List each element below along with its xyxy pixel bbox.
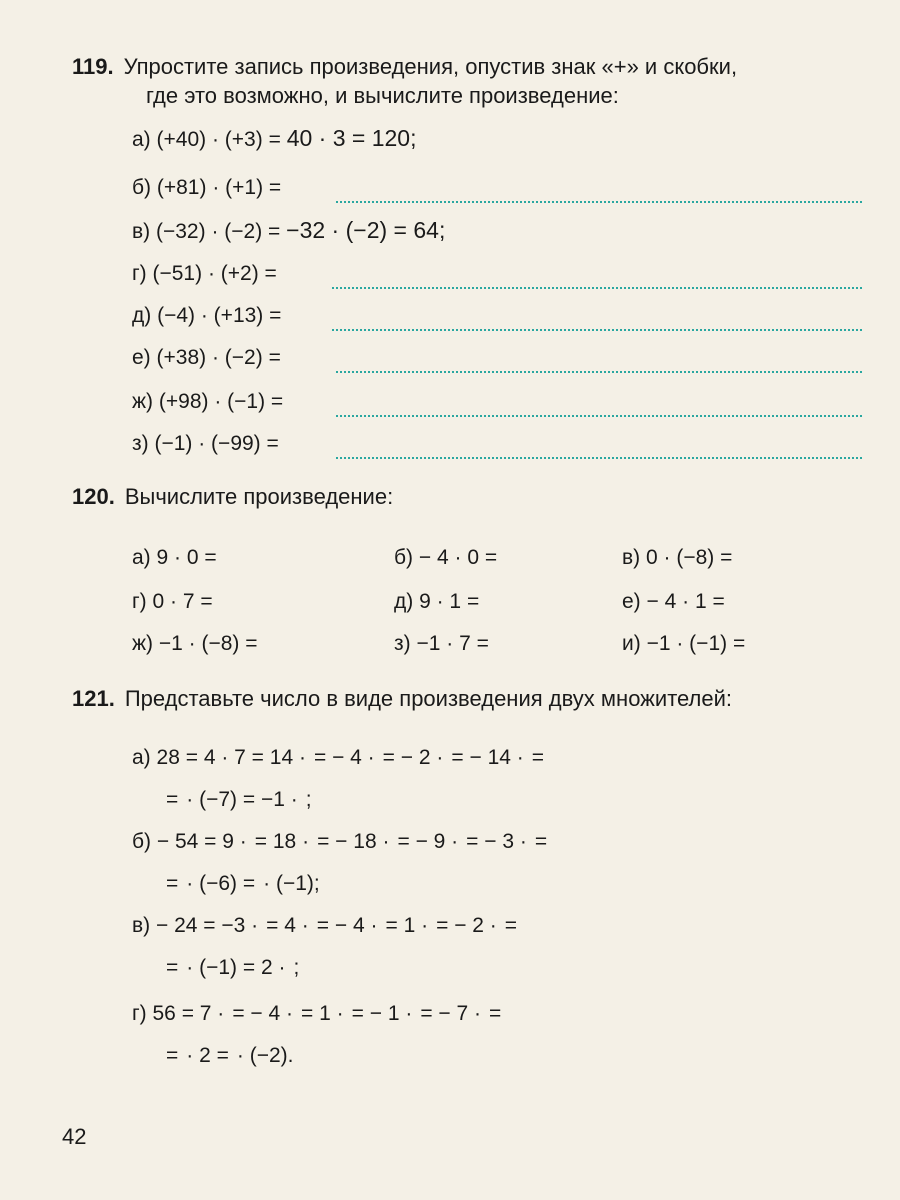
item-label: в) (132, 914, 151, 937)
item-label: ж) (132, 390, 154, 413)
ex119-item-zh (132, 388, 283, 416)
item-label: г) (132, 590, 147, 613)
item-expression: = (534, 830, 548, 853)
item-label: г) (132, 1002, 147, 1025)
ex120-item-d (394, 588, 487, 616)
item-expression: 9 · 1 = (419, 590, 480, 613)
ex119-item-v (132, 216, 445, 246)
item-label: г) (132, 262, 147, 285)
item-label: ж) (132, 632, 154, 655)
ex120-item-e (622, 588, 733, 616)
item-answer: 40 · 3 = 120; (286, 125, 417, 151)
item-expression: = − 1 · (351, 1002, 413, 1025)
item-expression: (−1) · (−99) = (154, 432, 279, 455)
item-label: а) (132, 128, 151, 151)
ex120-item-b (394, 544, 505, 572)
item-expression: (+38) · (−2) = (156, 346, 281, 369)
item-label: в) (132, 220, 151, 243)
item-expression: 9 · 0 = (156, 546, 217, 569)
item-expression: · (−1); (263, 872, 320, 895)
item-expression: 28 = 4 · 7 = 14 · (156, 746, 306, 769)
item-label: е) (132, 346, 151, 369)
exercise-number: 119. (72, 54, 114, 79)
ex120-item-zh (132, 630, 266, 658)
item-expression: −1 · 7 = (416, 632, 489, 655)
ex120-item-a (132, 544, 225, 572)
item-label: з) (132, 432, 149, 455)
item-expression: = (166, 1044, 179, 1067)
item-answer: −32 · (−2) = 64; (286, 217, 446, 243)
item-expression: · (−7) = −1 · (186, 788, 298, 811)
item-expression: = (489, 1002, 502, 1025)
exercise-task: Представьте число в виде произведения двух множителей: (124, 686, 732, 711)
item-expression: = (166, 956, 179, 979)
item-expression: = (166, 788, 179, 811)
item-expression: (+98) · (−1) = (158, 390, 284, 413)
exercise-number: 120. (72, 484, 115, 509)
item-expression: −1 · (−8) = (158, 632, 258, 655)
answer-line[interactable] (336, 457, 862, 459)
page-number: 42 (62, 1124, 87, 1149)
item-expression: · (−2). (236, 1044, 294, 1067)
item-label: б) (132, 830, 152, 853)
item-expression: (+40) · (+3) = (156, 128, 281, 151)
item-expression: −1 · (−1) = (646, 632, 746, 655)
item-expression: ; (293, 956, 300, 979)
ex119-item-d (132, 302, 281, 330)
exercise-task: Упростите запись произведения, опустив знак «+» и скобки, (123, 54, 738, 79)
item-expression: (+81) · (+1) = (156, 176, 282, 199)
item-expression: = − 3 · (466, 830, 527, 853)
ex121-item-a-line2 (166, 786, 312, 814)
ex121-item-b-line2 (166, 870, 320, 898)
item-label: и) (622, 632, 641, 655)
exercise-121-header (72, 684, 872, 713)
item-expression: = − 2 · (436, 914, 497, 937)
item-expression: = − 9 · (397, 830, 459, 853)
answer-line[interactable] (332, 329, 862, 331)
ex119-item-z (132, 430, 279, 458)
item-expression: = (166, 872, 179, 895)
ex120-item-g (132, 588, 221, 616)
ex121-item-g-line2 (166, 1042, 293, 1070)
item-label: д) (132, 304, 152, 327)
item-expression: (−32) · (−2) = (156, 220, 281, 243)
item-expression: − 54 = 9 · (156, 830, 247, 853)
item-expression: = − 7 · (420, 1002, 482, 1025)
answer-line[interactable] (336, 201, 862, 203)
ex121-item-v-line2 (166, 954, 299, 982)
item-label: б) (394, 546, 414, 569)
item-expression: 56 = 7 · (152, 1002, 225, 1025)
answer-line[interactable] (336, 415, 862, 417)
item-expression: = − 18 · (317, 830, 390, 853)
item-expression: 0 · (−8) = (646, 546, 733, 569)
item-label: з) (394, 632, 411, 655)
item-expression: · 2 = (186, 1044, 229, 1067)
item-expression: = (531, 746, 545, 769)
ex120-item-z (394, 630, 497, 658)
item-expression: (−51) · (+2) = (152, 262, 277, 285)
answer-line[interactable] (332, 287, 862, 289)
ex120-item-v (622, 544, 740, 572)
exercise-119-header (72, 52, 872, 110)
item-expression: = 18 · (254, 830, 310, 853)
item-label: д) (394, 590, 414, 613)
item-expression: ; (305, 788, 312, 811)
item-label: б) (132, 176, 152, 199)
item-label: а) (132, 546, 151, 569)
item-expression: − 24 = −3 · (156, 914, 259, 937)
ex119-item-b (132, 174, 281, 202)
item-expression: = − 4 · (232, 1002, 294, 1025)
exercise-task: Вычислите произведение: (124, 484, 394, 509)
ex121-item-a-line1 (132, 744, 544, 772)
ex121-item-v-line1 (132, 912, 517, 940)
answer-line[interactable] (336, 371, 862, 373)
item-expression: = − 2 · (382, 746, 444, 769)
ex121-item-g-line1 (132, 1000, 501, 1028)
item-expression: − 4 · 0 = (418, 546, 498, 569)
item-expression: = 1 · (301, 1002, 344, 1025)
exercise-number: 121. (72, 686, 115, 711)
item-expression: · (−6) = (186, 872, 256, 895)
item-expression: (−4) · (+13) = (157, 304, 282, 327)
ex119-item-e (132, 344, 281, 372)
ex121-item-b-line1 (132, 828, 547, 856)
item-label: е) (622, 590, 641, 613)
exercise-task: где это возможно, и вычислите произведение: (146, 83, 619, 108)
item-expression: = 1 · (385, 914, 429, 937)
item-expression: = − 4 · (313, 746, 375, 769)
item-expression: = (504, 914, 518, 937)
item-expression: 0 · 7 = (152, 590, 213, 613)
ex119-item-g (132, 260, 277, 288)
ex119-item-a (132, 124, 416, 154)
item-label: в) (622, 546, 641, 569)
item-expression: · (−1) = 2 · (186, 956, 286, 979)
exercise-120-header (72, 482, 872, 511)
item-expression: = 4 · (266, 914, 309, 937)
ex120-item-i (622, 630, 753, 658)
item-expression: − 4 · 1 = (646, 590, 725, 613)
item-expression: = − 4 · (316, 914, 378, 937)
item-expression: = − 14 · (451, 746, 524, 769)
item-label: а) (132, 746, 151, 769)
